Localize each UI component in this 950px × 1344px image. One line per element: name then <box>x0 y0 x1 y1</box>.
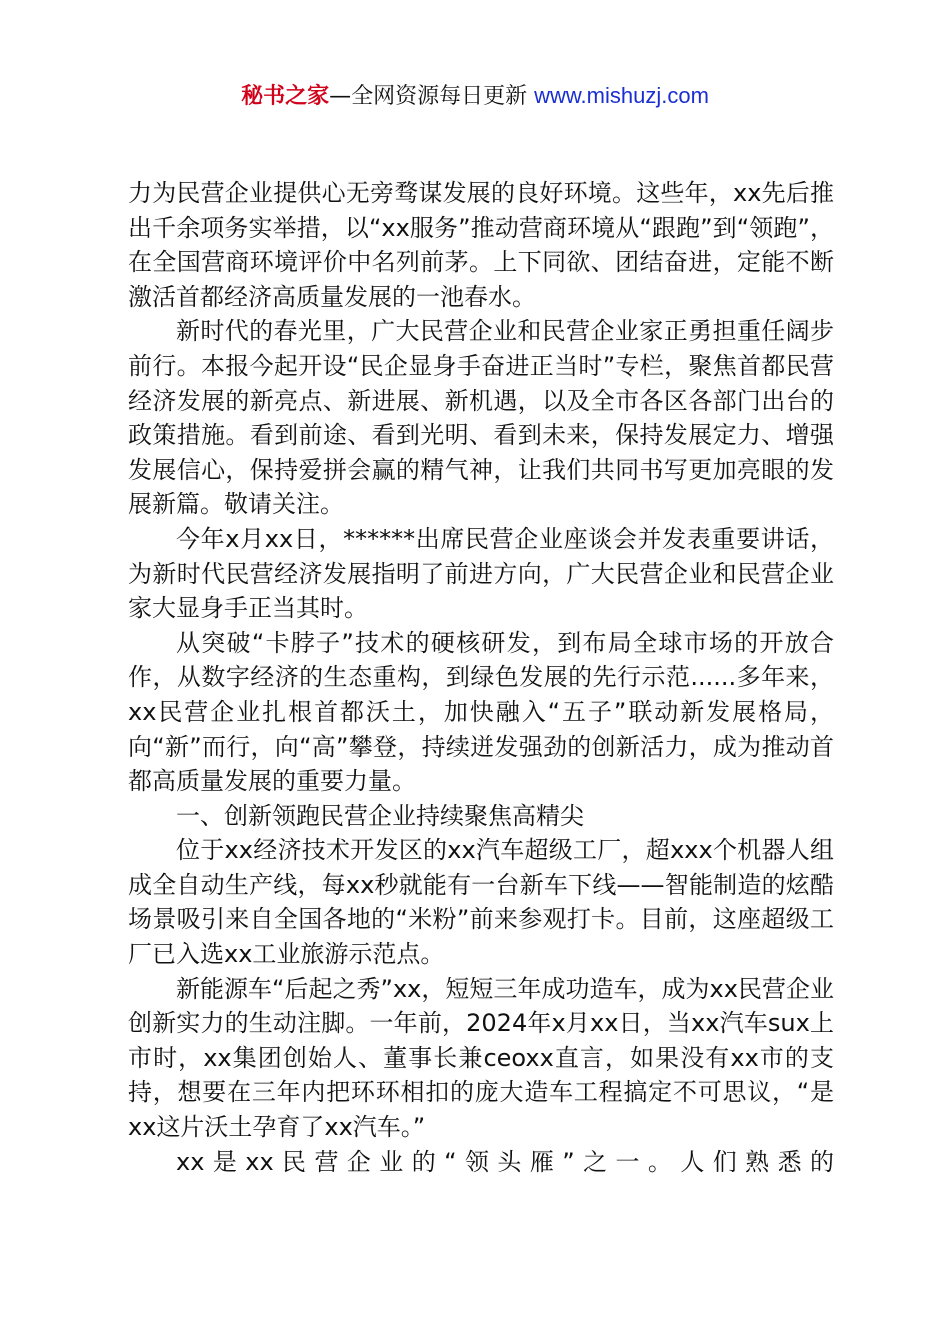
paragraph: 今年x月xx日，******出席民营企业座谈会并发表重要讲话，为新时代民营经济发展指明了前进方向，广大民营企业和民营企业家大显身手正当其时。 <box>128 524 834 623</box>
site-header <box>0 80 950 113</box>
site-url-link[interactable]: www.mishuzj.com <box>534 83 709 108</box>
paragraph: 新时代的春光里，广大民营企业和民营企业家正勇担重任阔步前行。本报今起开设“民企显身手奋进正当时”专栏，聚焦首都民营经济发展的新亮点、新进展、新机遇，以及全市各区各部门出台的政策措施。看到前途、看到光明、看到未来，保持发展定力、增强发展信心，保持爱拼会赢的精气神，让我们共同书写更加亮眼的发展新篇。敬请关注。 <box>128 317 834 519</box>
paragraph: 位于xx经济技术开发区的xx汽车超级工厂，超xxx个机器人组成全自动生产线，每xx秒就能有一台新车下线——智能制造的炫酷场景吸引来自全国各地的“米粉”前来参观打卡。目前，这座超级工厂已入选xx工业旅游示范点。 <box>128 836 834 969</box>
paragraph: xx是xx民营企业的“领头雁”之一。人们熟悉的 <box>176 1147 834 1176</box>
section-heading: 一、创新领跑民营企业持续聚焦高精尖 <box>176 801 584 830</box>
header-tagline: —全网资源每日更新 <box>329 84 528 109</box>
paragraph: 力为民营企业提供心无旁骛谋发展的良好环境。这些年，xx先后推出千余项务实举措，以“xx服务”推动营商环境从“跟跑”到“领跑”，在全国营商环境评价中名列前茅。上下同欲、团结奋进，定能不断激活首都经济高质量发展的一池春水。 <box>128 179 834 311</box>
document-body <box>128 176 834 1179</box>
paragraph: 新能源车“后起之秀”xx，短短三年成功造车，成为xx民营企业创新实力的生动注脚。一年前，2024年x月xx日，当xx汽车sux上市时，xx集团创始人、董事长兼ceoxx直言，如果没有xx市的支持，想要在三年内把环环相扣的庞大造车工程搞定不可思议，“是xx这片沃土孕育了xx汽车。” <box>128 974 834 1142</box>
brand-name: 秘书之家 <box>241 84 330 109</box>
paragraph: 从突破“卡脖子”技术的硬核研发，到布局全球市场的开放合作，从数字经济的生态重构，到绿色发展的先行示范......多年来，xx民营企业扎根首都沃土，加快融入“五子”联动新发展格局，向“新”而行，向“高”攀登，持续迸发强劲的创新活力，成为推动首都高质量发展的重要力量。 <box>128 628 834 796</box>
